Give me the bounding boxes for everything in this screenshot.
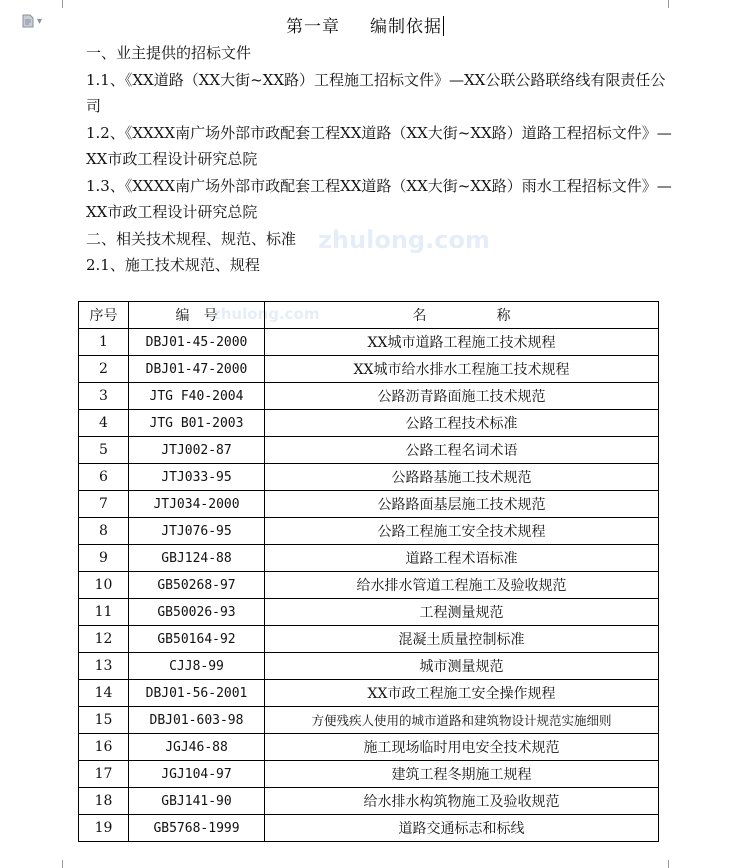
section-heading: 一、业主提供的招标文件 — [86, 44, 252, 62]
table-row — [79, 599, 659, 626]
standard-name: 公路工程名词术语 — [265, 437, 659, 464]
standard-name: 道路交通标志和标线 — [265, 815, 659, 842]
standard-code: DBJ01-47-2000 — [129, 356, 265, 383]
standard-code: CJJ8-99 — [129, 653, 265, 680]
row-number: 8 — [79, 518, 129, 545]
standard-code: GB50026-93 — [129, 599, 265, 626]
standard-code: GB50164-92 — [129, 626, 265, 653]
row-number: 14 — [79, 680, 129, 707]
table-row — [79, 572, 659, 599]
standard-name: 建筑工程冬期施工规程 — [265, 761, 659, 788]
standard-code: JTJ002-87 — [129, 437, 265, 464]
standard-name: XX城市道路工程施工技术规程 — [265, 329, 659, 356]
table-header-row — [79, 302, 659, 329]
standard-code: DBJ01-45-2000 — [129, 329, 265, 356]
watermark: zhulong.com — [318, 226, 490, 254]
standard-code: JGJ46-88 — [129, 734, 265, 761]
row-number: 16 — [79, 734, 129, 761]
row-number: 5 — [79, 437, 129, 464]
row-number: 15 — [79, 707, 129, 734]
standard-code: DBJ01-56-2001 — [129, 680, 265, 707]
row-number: 4 — [79, 410, 129, 437]
chapter-number: 第一章 — [286, 17, 340, 37]
standard-name: 公路工程施工安全技术规程 — [265, 518, 659, 545]
standard-code: JTG B01-2003 — [129, 410, 265, 437]
column-header-code: 编 号 — [129, 302, 265, 329]
page-corner-mark — [62, 0, 63, 8]
standard-code: JGJ104-97 — [129, 761, 265, 788]
table-row — [79, 626, 659, 653]
table-row — [79, 491, 659, 518]
table-row — [79, 707, 659, 734]
standard-name: 公路路面基层施工技术规范 — [265, 491, 659, 518]
standard-code: GBJ141-90 — [129, 788, 265, 815]
row-number: 1 — [79, 329, 129, 356]
table-row — [79, 788, 659, 815]
standard-name: 给水排水构筑物施工及验收规范 — [265, 788, 659, 815]
standard-name: XX市政工程施工安全操作规程 — [265, 680, 659, 707]
row-number: 2 — [79, 356, 129, 383]
chapter-name: 编制依据 — [370, 17, 442, 37]
row-number: 13 — [79, 653, 129, 680]
standard-code: GB5768-1999 — [129, 815, 265, 842]
watermark: zhulong.com — [212, 305, 320, 323]
row-number: 18 — [79, 788, 129, 815]
standard-name: 工程测量规范 — [265, 599, 659, 626]
standard-code: JTJ076-95 — [129, 518, 265, 545]
chevron-down-icon: ▾ — [37, 15, 43, 27]
table-row — [79, 680, 659, 707]
standard-code: DBJ01-603-98 — [129, 707, 265, 734]
table-row — [79, 329, 659, 356]
standards-table — [78, 301, 659, 842]
standard-name: 给水排水管道工程施工及验收规范 — [265, 572, 659, 599]
standard-name: 道路工程术语标准 — [265, 545, 659, 572]
standard-code: JTG F40-2004 — [129, 383, 265, 410]
table-row — [79, 464, 659, 491]
standard-code: GBJ124-88 — [129, 545, 265, 572]
table-row — [79, 356, 659, 383]
row-number: 10 — [79, 572, 129, 599]
table-row — [79, 410, 659, 437]
table-row — [79, 734, 659, 761]
table-row — [79, 761, 659, 788]
text-cursor — [443, 16, 444, 36]
row-number: 7 — [79, 491, 129, 518]
standard-code: JTJ034-2000 — [129, 491, 265, 518]
section-heading: 二、相关技术规程、规范、标准 — [86, 229, 297, 248]
page-title — [0, 12, 730, 37]
standard-name: 混凝土质量控制标准 — [265, 626, 659, 653]
standard-name: 施工现场临时用电安全技术规范 — [265, 734, 659, 761]
table-row — [79, 437, 659, 464]
table-row — [79, 545, 659, 572]
subsection-heading: 2.1、施工技术规范、规程 — [86, 256, 260, 274]
row-number: 3 — [79, 383, 129, 410]
column-header-name: 名 称 — [265, 302, 659, 329]
document-body[interactable] — [86, 40, 676, 279]
column-header-number: 序号 — [79, 302, 129, 329]
row-number: 12 — [79, 626, 129, 653]
standard-name: 方便残疾人使用的城市道路和建筑物设计规范实施细则 — [265, 707, 659, 734]
table-row — [79, 383, 659, 410]
table-row — [79, 518, 659, 545]
standard-name: 公路工程技术标准 — [265, 410, 659, 437]
standard-name: 城市测量规范 — [265, 653, 659, 680]
row-number: 6 — [79, 464, 129, 491]
table-row — [79, 815, 659, 842]
row-number: 17 — [79, 761, 129, 788]
page-corner-mark — [62, 860, 63, 868]
row-number: 9 — [79, 545, 129, 572]
page-corner-mark — [668, 860, 669, 868]
standard-code: JTJ033-95 — [129, 464, 265, 491]
standard-code: GB50268-97 — [129, 572, 265, 599]
standard-name: XX城市给水排水工程施工技术规程 — [265, 356, 659, 383]
row-number: 11 — [79, 599, 129, 626]
standard-name: 公路沥青路面施工技术规范 — [265, 383, 659, 410]
page-corner-mark — [668, 0, 669, 8]
table-row — [79, 653, 659, 680]
standard-name: 公路路基施工技术规范 — [265, 464, 659, 491]
paragraph: 1.2、《XXXX南广场外部市政配套工程XX道路（XX大街~XX路）道路工程招标文件》—XX市政工程设计研究总院 — [86, 123, 672, 168]
row-number: 19 — [79, 815, 129, 842]
paragraph: 1.1、《XX道路（XX大街~XX路）工程施工招标文件》—XX公联公路联络线有限责任公司 — [86, 70, 666, 115]
paragraph: 1.3、《XXXX南广场外部市政配套工程XX道路（XX大街~XX路）雨水工程招标文件》—XX市政工程设计研究总院 — [86, 176, 672, 221]
